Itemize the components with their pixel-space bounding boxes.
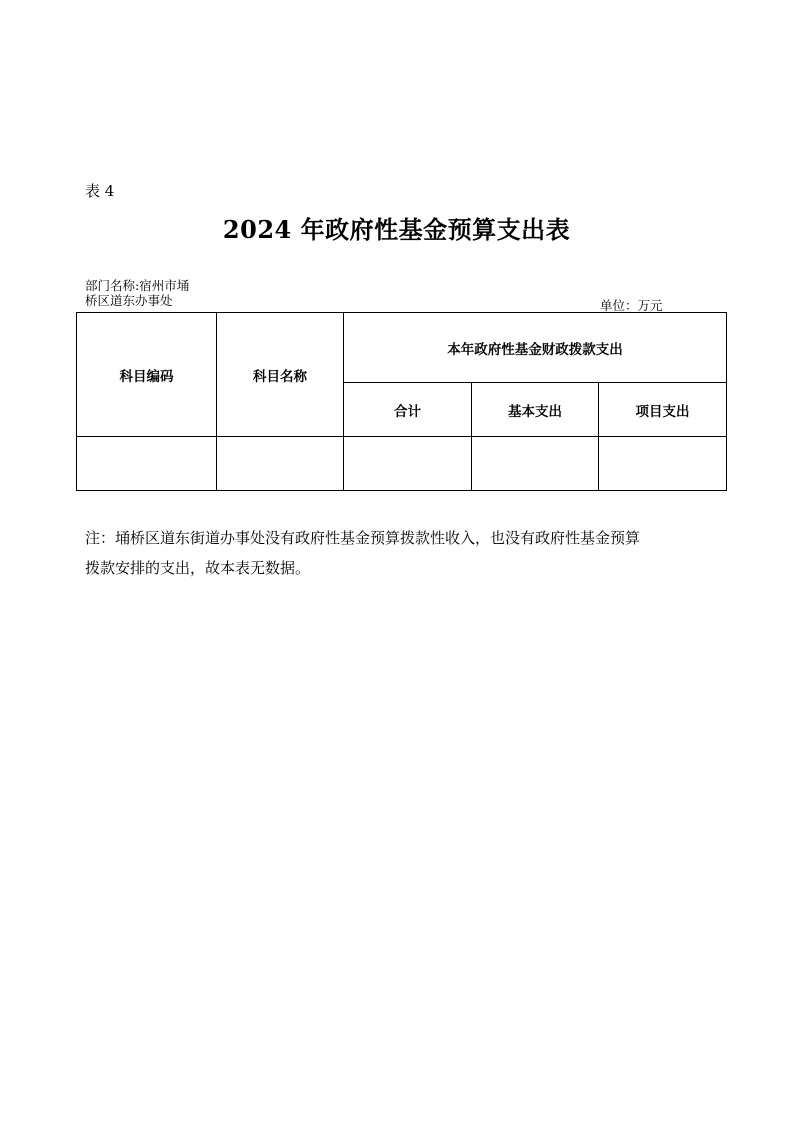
header-basic-expenditure: 基本支出 xyxy=(472,383,599,437)
footnote-line-1: 注：埇桥区道东街道办事处没有政府性基金预算拨款性收入，也没有政府性基金预算 xyxy=(85,529,641,547)
header-subject-name: 科目名称 xyxy=(217,313,344,437)
table-cell xyxy=(344,437,472,491)
header-project-expenditure: 项目支出 xyxy=(599,383,727,437)
table-cell xyxy=(217,437,344,491)
footnote xyxy=(85,523,705,583)
table-header-row-1 xyxy=(77,313,727,383)
table-row xyxy=(77,437,727,491)
table-number: 表 4 xyxy=(85,182,115,200)
table-cell xyxy=(77,437,217,491)
department-line-2: 桥区道东办事处 xyxy=(85,293,173,308)
department-name xyxy=(85,278,189,308)
footnote-line-2: 拨款安排的支出，故本表无数据。 xyxy=(85,559,311,577)
unit-label: 单位：万元 xyxy=(600,298,663,313)
table-cell xyxy=(599,437,727,491)
header-fund-expenditure: 本年政府性基金财政拨款支出 xyxy=(344,313,727,383)
header-total: 合计 xyxy=(344,383,472,437)
department-line-1: 部门名称:宿州市埇 xyxy=(85,278,190,293)
page-title: 2024 年政府性基金预算支出表 xyxy=(222,215,571,244)
budget-table xyxy=(76,312,727,491)
table-cell xyxy=(472,437,599,491)
header-subject-code: 科目编码 xyxy=(77,313,217,437)
